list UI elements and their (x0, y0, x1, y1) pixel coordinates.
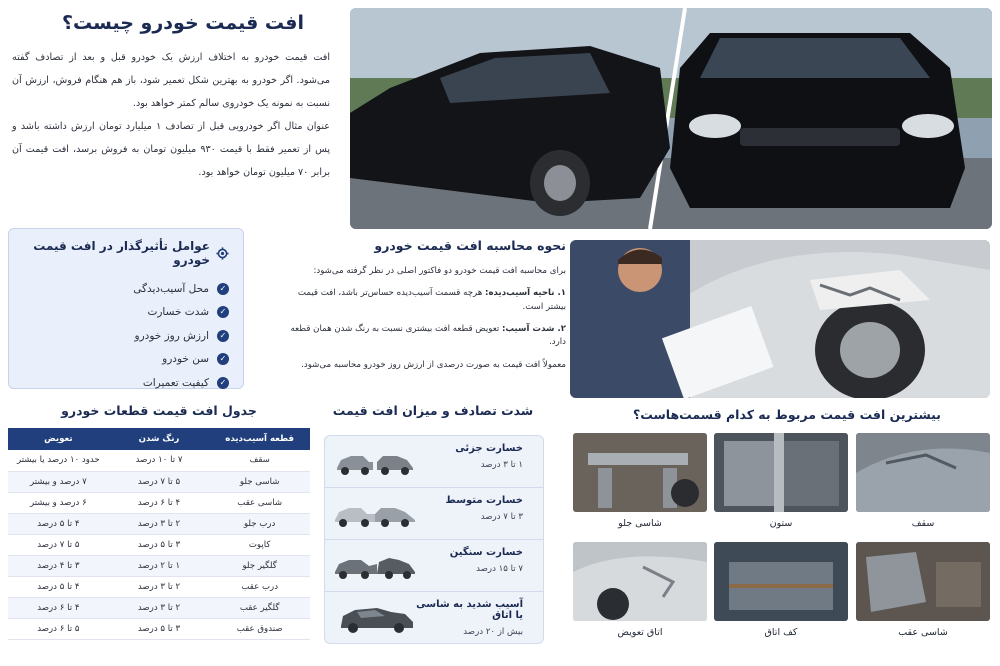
moderate-collision-icon (333, 496, 417, 532)
factors-title: عوامل تأثیرگذار در افت قیمت خودرو (33, 239, 210, 267)
factor-item: ✓ محل آسیب‌دیدگی (23, 277, 229, 301)
factor-item: ✓ ارزش روز خودرو (23, 324, 229, 348)
intro-text (12, 46, 330, 184)
check-icon: ✓ (217, 283, 229, 295)
part-rear-chassis: شاسی عقب (856, 542, 990, 638)
table-row: صندوق عقب ۳ تا ۵ درصد ۵ تا ۶ درصد (8, 618, 310, 639)
check-icon: ✓ (217, 377, 229, 389)
rear-chassis-photo (856, 542, 990, 621)
factor-item: ✓ شدت خسارت (23, 301, 229, 325)
severity-title: شدت تصادف و میزان افت قیمت (332, 403, 534, 418)
check-icon: ✓ (217, 353, 229, 365)
gear-icon (216, 247, 229, 260)
table-row: شاسی جلو ۵ تا ۷ درصد ۷ درصد و بیشتر (8, 471, 310, 492)
cabin-replacement-photo (573, 542, 707, 621)
calculation-factor-2: ۲. شدت آسیب: تعویض قطعه افت بیشتری نسبت به رنگ شدن همان قطعه دارد. (290, 323, 566, 348)
column-header-replace: تعویض (8, 428, 109, 450)
front-chassis-photo (573, 433, 707, 512)
parts-table-title: جدول افت قیمت قطعات خودرو (61, 403, 257, 418)
calculation-note: معمولاً افت قیمت به صورت درصدی از ارزش روز خودرو محاسبه می‌شود. (301, 359, 566, 370)
table-row: کاپوت ۳ تا ۵ درصد ۵ تا ۷ درصد (8, 534, 310, 555)
part-front-chassis: شاسی جلو (573, 433, 707, 529)
check-icon: ✓ (217, 306, 229, 318)
factors-list (23, 277, 229, 395)
severity-item-minor: خسارت جزئی ۱ تا ۳ درصد (325, 436, 543, 488)
intro-paragraph-2: عنوان مثال اگر خودرویی قبل از تصادف ۱ میلیارد تومان ارزش داشته باشد و پس از تعمیر فقط با قیمت ۹۳۰ میلیون تومان به فروش برسد، افت قیمت آن برابر ۷۰ میلیون تومان خواهد بود. (12, 121, 330, 179)
part-cabin-replacement: اتاق تعویض (573, 542, 707, 638)
minor-collision-icon (333, 444, 417, 480)
column-header-part: قطعه آسیب‌دیده (209, 428, 310, 450)
part-pillar: ستون (714, 433, 848, 529)
parts-question-title: بیشترین افت قیمت مربوط به کدام قسمت‌هاست؟ (633, 407, 941, 422)
calculation-title: نحوه محاسبه افت قیمت خودرو (374, 238, 566, 253)
table-row: گلگیر عقب ۲ تا ۳ درصد ۴ تا ۶ درصد (8, 597, 310, 618)
parts-depreciation-table (8, 428, 310, 640)
factors-panel (8, 228, 244, 389)
part-roof: سقف (856, 433, 990, 529)
calculation-section (276, 238, 566, 381)
table-row: شاسی عقب ۴ تا ۶ درصد ۶ درصد و بیشتر (8, 492, 310, 513)
part-floor: کف اتاق (714, 542, 848, 638)
severity-item-chassis: آسیب شدید به شاسی یا اتاق بیش از ۲۰ درصد (325, 592, 543, 644)
intro-paragraph-1: افت قیمت خودرو به اختلاف ارزش یک خودرو قبل و بعد از تصادف گفته می‌شود. اگر خودرو به بهترین شکل تعمیر شود، باز هم هنگام فروش، ارزش آن نسبت به نمونه یک خودروی سالم کمتر خواهد بود. (12, 52, 330, 110)
factors-heading (23, 239, 229, 267)
inspector-photo (570, 240, 990, 398)
wrecked-car-icon (333, 600, 417, 636)
factor-item: ✓ سن خودرو (23, 348, 229, 372)
column-header-paint: رنگ شدن (109, 428, 210, 450)
pillar-photo (714, 433, 848, 512)
check-icon: ✓ (217, 330, 229, 342)
table-row: درب جلو ۲ تا ۳ درصد ۴ تا ۵ درصد (8, 513, 310, 534)
table-row: سقف ۷ تا ۱۰ درصد حدود ۱۰ درصد یا بیشتر (8, 450, 310, 471)
damaged-vs-repaired-car-photo (350, 8, 992, 229)
table-row: درب عقب ۲ تا ۳ درصد ۴ تا ۵ درصد (8, 576, 310, 597)
calculation-intro: برای محاسبه افت قیمت خودرو دو فاکتور اصلی در نظر گرفته می‌شود: (313, 266, 566, 276)
page-title: افت قیمت خودرو چیست؟ (62, 12, 304, 34)
heavy-collision-icon (333, 548, 417, 584)
factor-item: ✓ کیفیت تعمیرات (23, 371, 229, 395)
roof-photo (856, 433, 990, 512)
calculation-factor-1: ۱. ناحیه آسیب‌دیده: هرچه قسمت آسیب‌دیده حساس‌تر باشد، افت قیمت بیشتر است. (297, 288, 566, 312)
severity-item-moderate: خسارت متوسط ۳ تا ۷ درصد (325, 488, 543, 540)
table-row: گلگیر جلو ۱ تا ۲ درصد ۳ تا ۴ درصد (8, 555, 310, 576)
severity-item-heavy: خسارت سنگین ۷ تا ۱۵ درصد (325, 540, 543, 592)
floor-photo (714, 542, 848, 621)
severity-panel (324, 435, 544, 644)
